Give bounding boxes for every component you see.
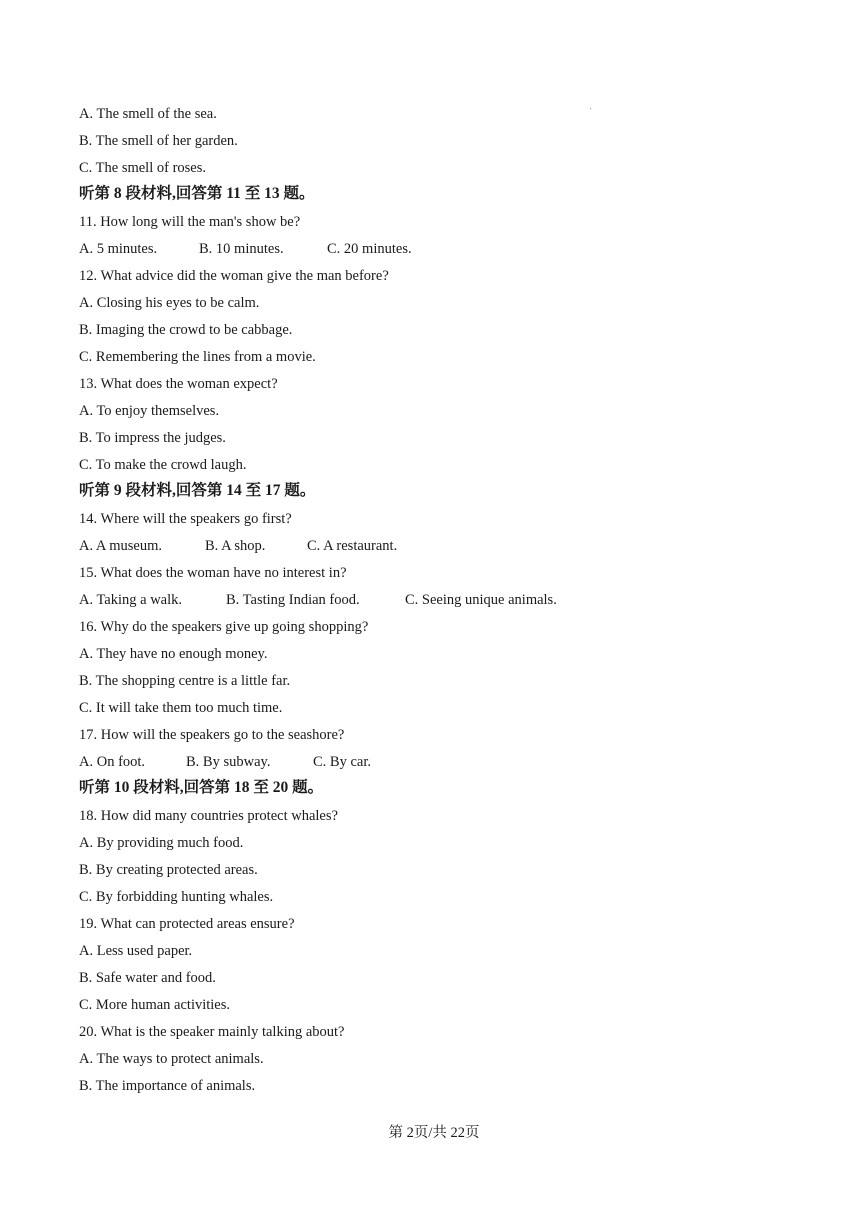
question-20: 20. What is the speaker mainly talking about? <box>79 1024 345 1040</box>
question-17: 17. How will the speakers go to the seashore? <box>79 727 345 743</box>
question-17-options <box>79 753 371 771</box>
question-16: 16. Why do the speakers give up going shopping? <box>79 619 369 635</box>
section-heading: 听第 10 段材料,回答第 18 至 20 题。 <box>79 779 324 796</box>
option-line: C. By forbidding hunting whales. <box>79 889 274 905</box>
page-number-footer: 第 2页/共 22页 <box>388 1125 480 1141</box>
option-b: B. 10 minutes. <box>199 241 284 257</box>
option-line: B. The importance of animals. <box>79 1078 256 1094</box>
option-line: C. It will take them too much time. <box>79 700 283 716</box>
section-heading: 听第 9 段材料,回答第 14 至 17 题。 <box>79 482 316 499</box>
option-line: C. The smell of roses. <box>79 160 206 176</box>
section-heading: 听第 8 段材料,回答第 11 至 13 题。 <box>79 185 315 202</box>
option-a: A. A museum. <box>79 538 162 554</box>
option-c: C. Seeing unique animals. <box>405 592 557 608</box>
option-line: A. Closing his eyes to be calm. <box>79 295 260 311</box>
question-11: 11. How long will the man's show be? <box>79 214 301 230</box>
question-15: 15. What does the woman have no interest in? <box>79 565 347 581</box>
option-c: C. By car. <box>313 754 371 770</box>
option-line: A. They have no enough money. <box>79 646 268 662</box>
question-15-options <box>79 591 557 609</box>
option-line: C. More human activities. <box>79 997 231 1013</box>
question-19: 19. What can protected areas ensure? <box>79 916 295 932</box>
stray-dot-mark <box>590 108 591 109</box>
option-line: B. To impress the judges. <box>79 430 226 446</box>
option-line: B. Imaging the crowd to be cabbage. <box>79 322 293 338</box>
question-11-options <box>79 240 412 258</box>
option-line: C. Remembering the lines from a movie. <box>79 349 316 365</box>
option-b: B. Tasting Indian food. <box>226 592 360 608</box>
option-b: B. A shop. <box>205 538 266 554</box>
question-14: 14. Where will the speakers go first? <box>79 511 292 527</box>
option-line: B. By creating protected areas. <box>79 862 258 878</box>
option-line: A. To enjoy themselves. <box>79 403 220 419</box>
option-b: B. By subway. <box>186 754 271 770</box>
option-a: A. Taking a walk. <box>79 592 183 608</box>
option-c: C. 20 minutes. <box>327 241 412 257</box>
question-18: 18. How did many countries protect whales? <box>79 808 338 824</box>
question-14-options <box>79 537 397 555</box>
option-a: A. On foot. <box>79 754 146 770</box>
option-c: C. A restaurant. <box>307 538 398 554</box>
option-line: C. To make the crowd laugh. <box>79 457 247 473</box>
option-line: B. The shopping centre is a little far. <box>79 673 291 689</box>
option-line: A. The smell of the sea. <box>79 106 217 122</box>
option-line: A. Less used paper. <box>79 943 193 959</box>
option-line: A. By providing much food. <box>79 835 244 851</box>
option-a: A. 5 minutes. <box>79 241 158 257</box>
option-line: A. The ways to protect animals. <box>79 1051 264 1067</box>
question-13: 13. What does the woman expect? <box>79 376 278 392</box>
question-12: 12. What advice did the woman give the man before? <box>79 268 389 284</box>
option-line: B. The smell of her garden. <box>79 133 238 149</box>
option-line: B. Safe water and food. <box>79 970 216 986</box>
